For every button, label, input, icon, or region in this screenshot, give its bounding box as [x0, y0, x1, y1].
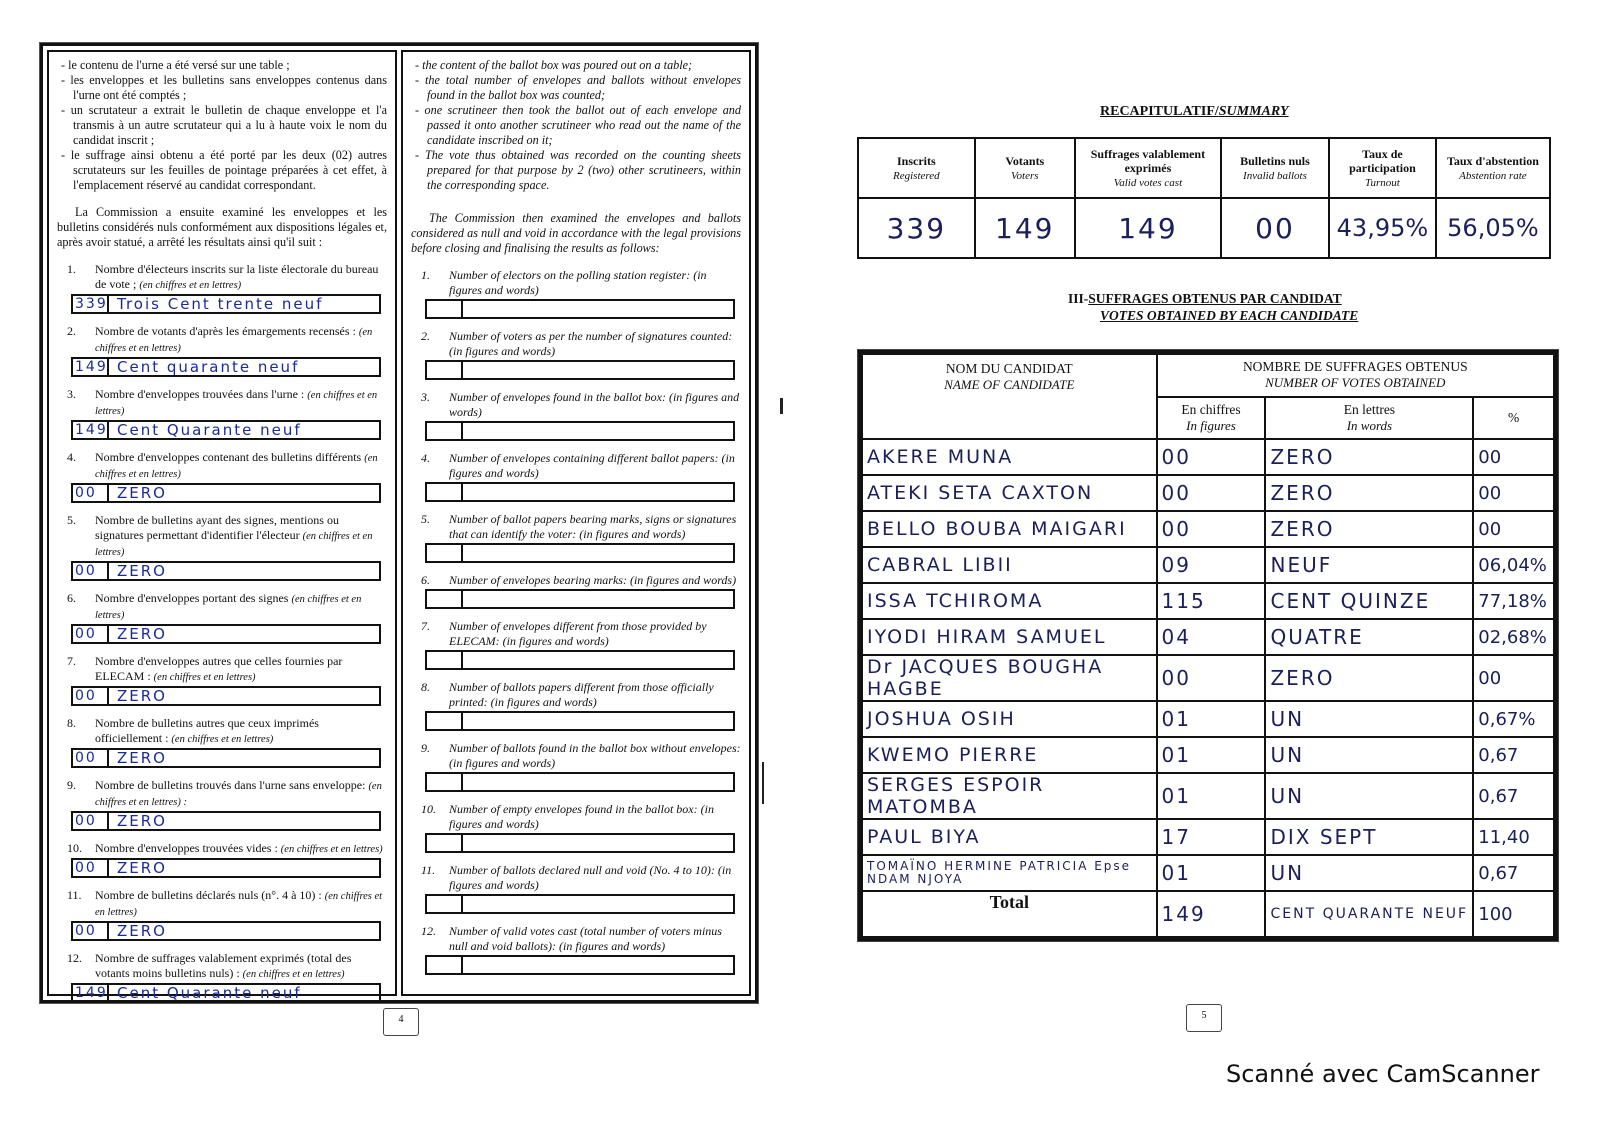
question-hint: (en chiffres et en lettres)	[95, 891, 383, 918]
summary-header-row	[858, 138, 1550, 198]
en-question	[411, 390, 741, 420]
en-bullet: - one scrutineer then took the ballot out of each envelope and passed it onto another scrutineer who read out the name of the candidate inscribed on it;	[415, 103, 741, 147]
candidate-words: ZERO	[1265, 439, 1473, 475]
fr-question	[57, 450, 387, 482]
question-text: Nombre de bulletins ayant des signes, mentions ou signatures permettant d'identifier l'électeur	[95, 513, 339, 542]
question-text: Nombre d'enveloppes autres que celles fournies par ELECAM :	[95, 654, 343, 683]
answer-field[interactable]	[71, 420, 381, 440]
question-hint: (en chiffres et en lettres)	[95, 327, 373, 354]
candidate-percent: 0,67%	[1473, 701, 1554, 737]
left-page-form	[40, 43, 758, 1003]
question-number: 11.	[67, 888, 82, 902]
candidate-figures: 115	[1157, 583, 1266, 619]
question-number: 5.	[421, 512, 430, 526]
total-percent: 100	[1473, 891, 1554, 937]
answer-words[interactable]: Cent Quarante neuf	[117, 421, 302, 439]
en-question	[411, 329, 741, 359]
camscanner-watermark: Scanné avec CamScanner	[1226, 1060, 1540, 1088]
candidate-percent: 0,67	[1473, 855, 1554, 891]
summary-header: Taux de participation Turnout	[1329, 138, 1436, 198]
fr-question	[57, 324, 387, 356]
answer-field[interactable]	[71, 357, 381, 377]
question-number: 7.	[421, 619, 430, 633]
answer-figures[interactable]: 339	[75, 296, 108, 312]
candidate-name: PAUL BIYA	[862, 819, 1157, 855]
answer-figures[interactable]	[427, 545, 463, 561]
answer-field[interactable]	[71, 983, 381, 1003]
answer-figures[interactable]	[427, 652, 463, 668]
question-number: 1.	[421, 268, 430, 282]
question-number: 7.	[67, 654, 76, 668]
candidate-row	[862, 737, 1554, 773]
question-number: 11.	[421, 863, 436, 877]
answer-field[interactable]	[71, 294, 381, 314]
answer-words[interactable]: ZERO	[117, 484, 167, 502]
summary-title: RECAPITULATIF/SUMMARY	[1100, 104, 1289, 119]
answer-figures[interactable]	[427, 301, 463, 317]
answer-words[interactable]: ZERO	[117, 749, 167, 767]
question-number: 2.	[67, 324, 76, 338]
candidate-results-table	[858, 350, 1558, 941]
summary-values-row	[858, 198, 1550, 258]
answer-field[interactable]	[71, 624, 381, 644]
candidate-figures: 01	[1157, 773, 1266, 819]
candidate-name: BELLO BOUBA MAIGARI	[862, 511, 1157, 547]
answer-field-empty[interactable]	[425, 711, 735, 731]
answer-field[interactable]	[71, 748, 381, 768]
question-text: Number of ballot papers bearing marks, signs or signatures that can identify the voter: (in figures and words)	[449, 512, 737, 541]
answer-figures[interactable]	[427, 774, 463, 790]
candidate-percent: 00	[1473, 475, 1554, 511]
answer-field-empty[interactable]	[425, 955, 735, 975]
question-number: 10.	[67, 841, 82, 855]
candidate-row	[862, 547, 1554, 583]
candidate-words: ZERO	[1265, 511, 1473, 547]
question-hint: (en chiffres et en lettres)	[95, 594, 362, 621]
answer-field-empty[interactable]	[425, 543, 735, 563]
candidate-figures: 17	[1157, 819, 1266, 855]
answer-figures[interactable]	[427, 835, 463, 851]
total-figures: 149	[1157, 891, 1266, 937]
scan-mark	[780, 398, 783, 414]
candidate-figures: 00	[1157, 511, 1266, 547]
question-text: Number of envelopes different from those provided by ELECAM: (in figures and words)	[449, 619, 707, 648]
candidate-name: ISSA TCHIROMA	[862, 583, 1157, 619]
answer-figures[interactable]	[427, 484, 463, 500]
answer-words[interactable]: Cent Quarante neuf	[117, 984, 302, 1002]
turnout-value: 43,95%	[1329, 198, 1436, 258]
en-question	[411, 863, 741, 893]
answer-figures[interactable]: 00	[73, 923, 109, 939]
candidate-name: Dr JACQUES BOUGHA HAGBE	[862, 655, 1157, 701]
answer-field-empty[interactable]	[425, 833, 735, 853]
fr-question	[57, 841, 387, 857]
candidate-percent: 0,67	[1473, 773, 1554, 819]
question-text: Nombre de bulletins trouvés dans l'urne sans enveloppe:	[95, 778, 366, 792]
candidate-row	[862, 619, 1554, 655]
answer-figures[interactable]: 00	[73, 485, 109, 501]
fr-question	[57, 951, 387, 982]
candidate-row	[862, 819, 1554, 855]
candidate-percent: 00	[1473, 655, 1554, 701]
candidate-percent: 00	[1473, 439, 1554, 475]
answer-field[interactable]	[71, 483, 381, 503]
summary-header: Taux d'abstention Abstention rate	[1436, 138, 1550, 198]
question-hint: (en chiffres et en lettres) :	[95, 781, 382, 808]
total-row	[862, 891, 1554, 937]
total-label: Total	[862, 891, 1157, 937]
answer-field-empty[interactable]	[425, 772, 735, 792]
candidate-words: ZERO	[1265, 655, 1473, 701]
answer-figures[interactable]	[427, 362, 463, 378]
candidate-figures: 00	[1157, 439, 1266, 475]
question-number: 2.	[421, 329, 430, 343]
answer-field[interactable]	[71, 921, 381, 941]
candidate-percent: 0,67	[1473, 737, 1554, 773]
words-header: En lettres In words	[1265, 397, 1473, 440]
en-question	[411, 802, 741, 832]
figures-header: En chiffres In figures	[1157, 397, 1266, 440]
question-text: Nombre de suffrages valablement exprimés (total des votants moins bulletins nuls) :	[95, 951, 352, 980]
answer-field[interactable]	[71, 561, 381, 581]
answer-field-empty[interactable]	[425, 299, 735, 319]
candidate-figures: 00	[1157, 475, 1266, 511]
question-text: Nombre d'enveloppes contenant des bulletins différents	[95, 450, 362, 464]
question-number: 6.	[421, 573, 430, 587]
fr-bullet: - un scrutateur a extrait le bulletin de chaque enveloppe et l'a transmis à un autre scrutateur qui a lu à haute voix le nom du candidat inscrit ;	[61, 103, 387, 147]
candidate-words: UN	[1265, 855, 1473, 891]
answer-figures[interactable]	[427, 713, 463, 729]
question-text: Number of electors on the polling station register: (in figures and words)	[449, 268, 707, 297]
fr-question	[57, 888, 387, 920]
fr-bullet: - les enveloppes et les bulletins sans enveloppes contenus dans l'urne ont été comptés ;	[61, 73, 387, 102]
answer-figures[interactable]: 00	[73, 563, 109, 579]
page-number-left: 4	[383, 1008, 419, 1036]
answer-figures[interactable]: 00	[73, 750, 109, 766]
candidate-row	[862, 511, 1554, 547]
votes-column-header: NOMBRE DE SUFFRAGES OBTENUS NUMBER OF VOTES OBTAINED	[1157, 354, 1554, 397]
fr-question	[57, 716, 387, 747]
question-number: 3.	[67, 387, 76, 401]
candidate-name: CABRAL LIBII	[862, 547, 1157, 583]
question-hint: (en chiffres et en lettres)	[171, 734, 274, 745]
answer-field[interactable]	[71, 686, 381, 706]
fr-paragraph: La Commission a ensuite examiné les enveloppes et les bulletins considérés nuls conformément aux dispositions légales et, après avoir statué, a arrêté les résultats ainsi qu'il suit :	[57, 205, 387, 249]
en-bullet: - the total number of envelopes and ballots without envelopes found in the ballot box was counted;	[415, 73, 741, 102]
answer-figures[interactable]: 00	[73, 626, 109, 642]
question-hint: (en chiffres et en lettres)	[242, 969, 345, 980]
answer-field[interactable]	[71, 811, 381, 831]
name-column-header: NOM DU CANDIDAT NAME OF CANDIDATE	[862, 354, 1157, 439]
answer-words[interactable]: Cent quarante neuf	[117, 358, 300, 376]
en-question	[411, 741, 741, 771]
question-number: 8.	[67, 716, 76, 730]
question-text: Nombre d'enveloppes trouvées vides :	[95, 841, 278, 855]
candidate-row	[862, 855, 1554, 891]
answer-figures[interactable]: 149	[75, 422, 108, 438]
fr-bullet: - le suffrage ainsi obtenu a été porté par les deux (02) autres scrutateurs sur les feuilles de pointage préparées à cet effet, à l'emplacement réservé au candidat correspondant.	[61, 148, 387, 192]
candidate-figures: 04	[1157, 619, 1266, 655]
question-number: 5.	[67, 513, 76, 527]
candidate-name: IYODI HIRAM SAMUEL	[862, 619, 1157, 655]
page-number-right: 5	[1186, 1004, 1222, 1032]
answer-figures[interactable]: 00	[73, 860, 109, 876]
candidate-figures: 01	[1157, 855, 1266, 891]
question-number: 9.	[67, 778, 76, 792]
answer-words[interactable]: ZERO	[117, 687, 167, 705]
answer-figures[interactable]: 00	[73, 688, 109, 704]
question-text: Nombre de votants d'après les émargements recensés :	[95, 324, 356, 338]
answer-figures[interactable]: 149	[75, 985, 108, 1001]
candidate-name: AKERE MUNA	[862, 439, 1157, 475]
invalid-ballots-value: 00	[1221, 198, 1329, 258]
answer-field-empty[interactable]	[425, 482, 735, 502]
candidate-name: JOSHUA OSIH	[862, 701, 1157, 737]
en-question	[411, 680, 741, 710]
question-text: Number of ballots found in the ballot box without envelopes: (in figures and words)	[449, 741, 741, 770]
answer-field-empty[interactable]	[425, 421, 735, 441]
question-text: Nombre d'enveloppes portant des signes	[95, 591, 289, 605]
question-text: Number of empty envelopes found in the ballot box: (in figures and words)	[449, 802, 714, 831]
question-hint: (en chiffres et en lettres)	[139, 280, 242, 291]
summary-header: Votants Voters	[975, 138, 1075, 198]
scan-mark	[762, 762, 764, 804]
valid-votes-value: 149	[1075, 198, 1221, 258]
summary-header: Inscrits Registered	[858, 138, 975, 198]
fr-question	[57, 778, 387, 810]
candidate-words: ZERO	[1265, 475, 1473, 511]
question-text: Number of valid votes cast (total number of voters minus null and void ballots): (in figures and words)	[449, 924, 722, 953]
answer-figures[interactable]: 00	[73, 813, 109, 829]
en-question	[411, 924, 741, 954]
candidate-words: UN	[1265, 737, 1473, 773]
fr-question	[57, 513, 387, 560]
en-question	[411, 619, 741, 649]
candidate-figures: 01	[1157, 737, 1266, 773]
fr-question	[57, 262, 387, 293]
candidate-percent: 77,18%	[1473, 583, 1554, 619]
question-text: Number of voters as per the number of signatures counted: (in figures and words)	[449, 329, 733, 358]
candidate-words: DIX SEPT	[1265, 819, 1473, 855]
question-number: 10.	[421, 802, 436, 816]
answer-words[interactable]: ZERO	[117, 859, 167, 877]
candidate-percent: 11,40	[1473, 819, 1554, 855]
answer-words[interactable]: ZERO	[117, 562, 167, 580]
candidate-figures: 01	[1157, 701, 1266, 737]
candidate-row	[862, 583, 1554, 619]
answer-figures[interactable]	[427, 591, 463, 607]
french-column	[47, 50, 397, 1002]
candidate-name: ATEKI SETA CAXTON	[862, 475, 1157, 511]
en-question	[411, 268, 741, 298]
question-text: Nombre d'enveloppes trouvées dans l'urne :	[95, 387, 305, 401]
answer-field-empty[interactable]	[425, 894, 735, 914]
answer-figures[interactable]	[427, 423, 463, 439]
en-question	[411, 512, 741, 542]
candidate-words: UN	[1265, 701, 1473, 737]
candidate-figures: 09	[1157, 547, 1266, 583]
candidate-words: NEUF	[1265, 547, 1473, 583]
answer-figures[interactable]: 149	[75, 359, 108, 375]
voters-value: 149	[975, 198, 1075, 258]
total-words: CENT QUARANTE NEUF	[1265, 891, 1473, 937]
fr-question	[57, 591, 387, 623]
question-number: 1.	[67, 262, 76, 276]
en-question	[411, 451, 741, 481]
question-text: Number of envelopes bearing marks: (in figures and words)	[449, 573, 737, 587]
question-number: 8.	[421, 680, 430, 694]
en-paragraph: The Commission then examined the envelopes and ballots considered as null and void in accordance with the legal provisions before closing and finalising the results as follows:	[411, 211, 741, 255]
candidate-header-row	[862, 354, 1554, 397]
candidate-name: KWEMO PIERRE	[862, 737, 1157, 773]
question-text: Number of envelopes containing different ballot papers: (in figures and words)	[449, 451, 735, 480]
summary-header: Suffrages valablement exprimés Valid votes cast	[1075, 138, 1221, 198]
question-hint: (en chiffres et en lettres)	[153, 672, 256, 683]
question-text: Nombre de bulletins déclarés nuls (n°. 4 à 10) :	[95, 888, 322, 902]
question-text: Number of ballots declared null and void (No. 4 to 10): (in figures and words)	[449, 863, 732, 892]
question-number: 3.	[421, 390, 430, 404]
question-hint: (en chiffres et en lettres)	[95, 531, 373, 558]
summary-table	[857, 137, 1551, 259]
question-text: Nombre d'électeurs inscrits sur la liste électorale du bureau de vote ;	[95, 262, 379, 291]
candidate-row	[862, 655, 1554, 701]
question-number: 12.	[67, 951, 82, 965]
registered-value: 339	[858, 198, 975, 258]
candidate-percent: 02,68%	[1473, 619, 1554, 655]
candidate-name: TOMAÏNO HERMINE PATRICIA Epse NDAM NJOYA	[862, 855, 1157, 891]
en-question-list	[411, 268, 741, 975]
question-number: 9.	[421, 741, 430, 755]
question-number: 4.	[67, 450, 76, 464]
answer-figures[interactable]	[427, 896, 463, 912]
candidate-words: CENT QUINZE	[1265, 583, 1473, 619]
section-title: III-SUFFRAGES OBTENUS PAR CANDIDAT VOTES OBTAINED BY EACH CANDIDATE	[1068, 291, 1359, 323]
english-column	[401, 50, 751, 996]
candidate-row	[862, 475, 1554, 511]
question-text: Number of envelopes found in the ballot box: (in figures and words)	[449, 390, 740, 419]
candidate-percent: 06,04%	[1473, 547, 1554, 583]
answer-figures[interactable]	[427, 957, 463, 973]
question-hint: (en chiffres et en lettres)	[280, 844, 383, 855]
candidate-figures: 00	[1157, 655, 1266, 701]
candidate-name: SERGES ESPOIR MATOMBA	[862, 773, 1157, 819]
question-number: 12.	[421, 924, 436, 938]
percent-header: %	[1473, 397, 1554, 440]
candidate-row	[862, 439, 1554, 475]
candidate-row	[862, 701, 1554, 737]
answer-field[interactable]	[71, 858, 381, 878]
en-bullet: - the content of the ballot box was poured out on a table;	[415, 58, 693, 72]
candidate-words: UN	[1265, 773, 1473, 819]
answer-words[interactable]: ZERO	[117, 812, 167, 830]
answer-field-empty[interactable]	[425, 589, 735, 609]
question-hint: (en chiffres et en lettres)	[95, 453, 378, 480]
answer-words[interactable]: ZERO	[117, 625, 167, 643]
en-bullet: - The vote thus obtained was recorded on the counting sheets prepared for that purpose by 2 (two) other scrutineers, within the corresponding space.	[415, 148, 741, 192]
fr-question	[57, 387, 387, 419]
candidate-words: QUATRE	[1265, 619, 1473, 655]
candidate-percent: 00	[1473, 511, 1554, 547]
fr-question-list	[57, 262, 387, 1003]
candidate-rows	[862, 439, 1554, 891]
question-text: Nombre de bulletins autres que ceux imprimés officiellement :	[95, 716, 319, 745]
summary-header: Bulletins nuls Invalid ballots	[1221, 138, 1329, 198]
candidate-row	[862, 773, 1554, 819]
answer-field-empty[interactable]	[425, 360, 735, 380]
question-number: 6.	[67, 591, 76, 605]
answer-field-empty[interactable]	[425, 650, 735, 670]
question-text: Number of ballots papers different from those officially printed: (in figures and words)	[449, 680, 714, 709]
en-question	[411, 573, 741, 588]
question-hint: (en chiffres et en lettres)	[95, 390, 378, 417]
fr-bullet: - le contenu de l'urne a été versé sur une table ;	[61, 58, 290, 72]
question-number: 4.	[421, 451, 430, 465]
answer-words[interactable]: ZERO	[117, 922, 167, 940]
abstention-value: 56,05%	[1436, 198, 1550, 258]
fr-question	[57, 654, 387, 685]
answer-words[interactable]: Trois Cent trente neuf	[117, 295, 324, 313]
